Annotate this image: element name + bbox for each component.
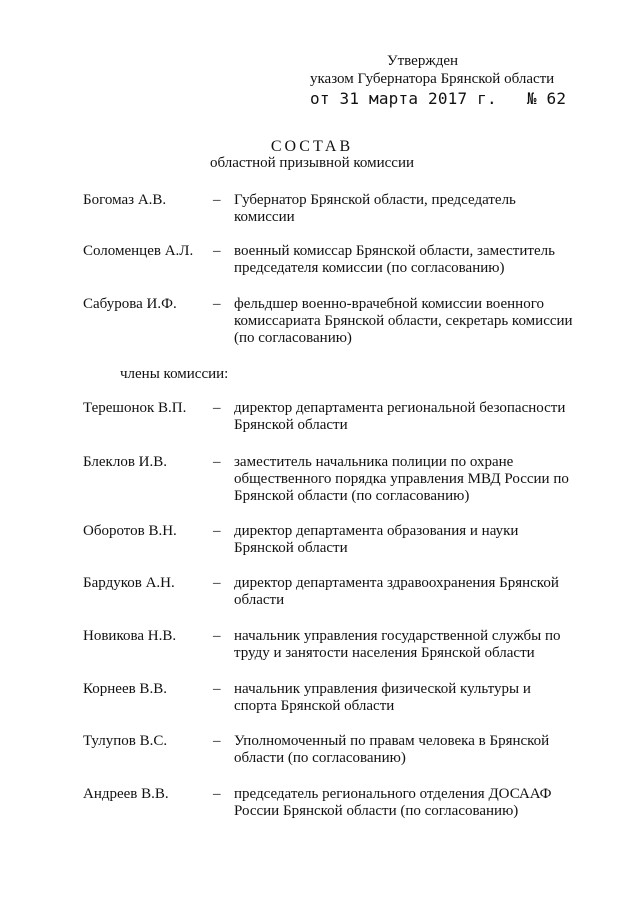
person-role: начальник управления физической культуры и спорта Брянской области — [234, 681, 531, 714]
dash: – — [213, 628, 221, 644]
dash: – — [213, 243, 221, 259]
person-name: Бардуков А.Н. — [83, 575, 175, 591]
dash: – — [213, 523, 221, 539]
person-name: Сабурова И.Ф. — [83, 296, 177, 312]
person-name: Соломенцев А.Л. — [83, 243, 194, 259]
person-name: Оборотов В.Н. — [83, 523, 177, 539]
person-name: Новикова Н.В. — [83, 628, 177, 644]
person-role: заместитель начальника полиции по охране общественного порядка управления МВД России по Брянской области (по согласованию) — [234, 454, 569, 504]
person-role: фельдшер военно-врачебной комиссии военного комиссариата Брянской области, секретарь комиссии (по согласованию) — [234, 296, 573, 346]
document-heading: СОСТАВ — [270, 138, 354, 155]
person-role: военный комиссар Брянской области, заместитель председателя комиссии (по согласованию) — [234, 243, 555, 276]
dash: – — [213, 400, 221, 416]
dash: – — [213, 575, 221, 591]
person-name: Терешонок В.П. — [83, 400, 187, 416]
approval-decree: указом Губернатора Брянской области — [310, 71, 555, 87]
document-subheading: областной призывной комиссии — [210, 155, 414, 171]
person-role: Губернатор Брянской области, председатель комиссии — [234, 192, 516, 225]
approval-date-line — [310, 89, 566, 108]
person-name: Андреев В.В. — [83, 786, 169, 802]
dash: – — [213, 454, 221, 470]
person-role: директор департамента региональной безопасности Брянской области — [234, 400, 566, 433]
members-label: члены комиссии: — [120, 366, 229, 382]
person-role: директор департамента образования и науки Брянской области — [234, 523, 519, 556]
person-name: Тулупов В.С. — [83, 733, 168, 749]
approval-number: № 62 — [526, 89, 567, 108]
person-role: Уполномоченный по правам человека в Брянской области (по согласованию) — [234, 733, 550, 766]
person-name: Блеклов И.В. — [83, 454, 168, 470]
dash: – — [213, 296, 221, 312]
dash: – — [213, 733, 221, 749]
dash: – — [213, 786, 221, 802]
dash: – — [213, 192, 221, 208]
person-role: начальник управления государственной службы по труду и занятости населения Брянской области — [234, 628, 561, 661]
person-role: директор департамента здравоохранения Брянской области — [234, 575, 559, 608]
person-name: Корнеев В.В. — [83, 681, 167, 697]
person-role: председатель регионального отделения ДОСААФ России Брянской области (по согласованию) — [234, 786, 552, 819]
approval-date: от 31 марта 2017 г. — [310, 89, 497, 108]
approval-title: Утвержден — [387, 53, 459, 69]
person-name: Богомаз А.В. — [83, 192, 167, 208]
dash: – — [213, 681, 221, 697]
